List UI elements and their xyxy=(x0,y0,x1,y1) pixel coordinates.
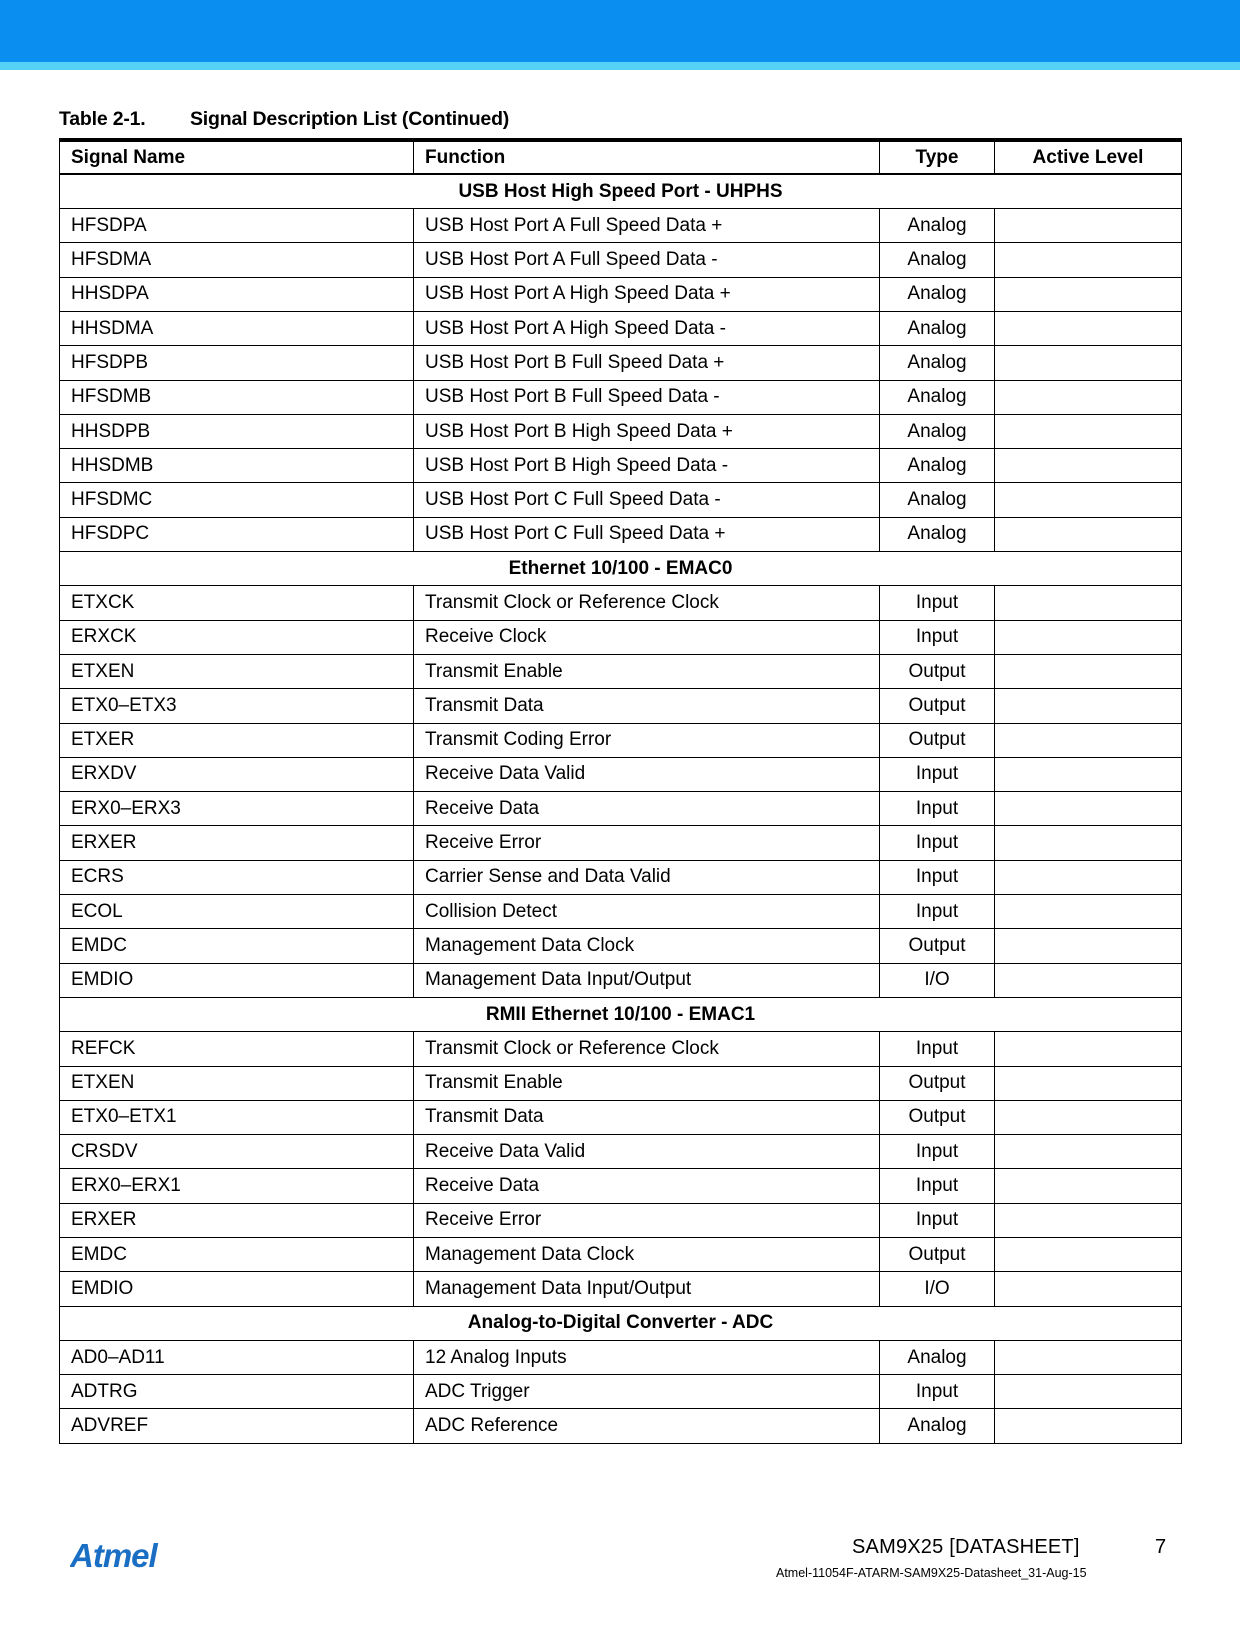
signal-name-cell: ECRS xyxy=(60,860,414,894)
function-cell: Management Data Input/Output xyxy=(414,1272,880,1306)
table-row xyxy=(60,620,1182,654)
function-cell: Transmit Clock or Reference Clock xyxy=(414,1032,880,1066)
table-body xyxy=(60,174,1182,1443)
table-row xyxy=(60,826,1182,860)
table-row xyxy=(60,311,1182,345)
atmel-logo xyxy=(70,1540,180,1579)
type-cell: Analog xyxy=(880,1340,995,1374)
signal-name-cell: EMDIO xyxy=(60,963,414,997)
active-level-cell xyxy=(995,654,1182,688)
type-cell: Analog xyxy=(880,311,995,345)
table-row xyxy=(60,654,1182,688)
table-row xyxy=(60,792,1182,826)
function-cell: USB Host Port A Full Speed Data - xyxy=(414,243,880,277)
type-cell: Input xyxy=(880,1135,995,1169)
active-level-cell xyxy=(995,1100,1182,1134)
table-row xyxy=(60,963,1182,997)
type-cell: Output xyxy=(880,1100,995,1134)
signal-name-cell: HFSDPC xyxy=(60,517,414,551)
signal-name-cell: ERXER xyxy=(60,1203,414,1237)
svg-text:Atmel: Atmel xyxy=(70,1540,157,1574)
column-header-type: Type xyxy=(880,140,995,174)
function-cell: USB Host Port A Full Speed Data + xyxy=(414,209,880,243)
active-level-cell xyxy=(995,1238,1182,1272)
active-level-cell xyxy=(995,1066,1182,1100)
function-cell: USB Host Port B Full Speed Data - xyxy=(414,380,880,414)
footer-page-number: 7 xyxy=(1155,1536,1167,1558)
function-cell: Receive Data Valid xyxy=(414,1135,880,1169)
signal-name-cell: ERXCK xyxy=(60,620,414,654)
table-row xyxy=(60,1066,1182,1100)
table-row xyxy=(60,517,1182,551)
signal-name-cell: ADVREF xyxy=(60,1409,414,1443)
active-level-cell xyxy=(995,243,1182,277)
group-title: Ethernet 10/100 - EMAC0 xyxy=(60,552,1182,586)
signal-name-cell: ERXDV xyxy=(60,757,414,791)
header-band xyxy=(0,0,1240,62)
type-cell: Input xyxy=(880,792,995,826)
signal-name-cell: EMDC xyxy=(60,1238,414,1272)
group-header-row xyxy=(60,1306,1182,1340)
type-cell: I/O xyxy=(880,1272,995,1306)
function-cell: Receive Data xyxy=(414,1169,880,1203)
active-level-cell xyxy=(995,1375,1182,1409)
header-stripe xyxy=(0,62,1240,70)
signal-name-cell: ETXEN xyxy=(60,1066,414,1100)
function-cell: USB Host Port B Full Speed Data + xyxy=(414,346,880,380)
signal-name-cell: HFSDPB xyxy=(60,346,414,380)
active-level-cell xyxy=(995,1203,1182,1237)
signal-name-cell: ETXER xyxy=(60,723,414,757)
type-cell: Output xyxy=(880,654,995,688)
type-cell: I/O xyxy=(880,963,995,997)
type-cell: Output xyxy=(880,1238,995,1272)
signal-name-cell: EMDC xyxy=(60,929,414,963)
function-cell: USB Host Port B High Speed Data + xyxy=(414,414,880,448)
type-cell: Input xyxy=(880,1032,995,1066)
function-cell: ADC Trigger xyxy=(414,1375,880,1409)
active-level-cell xyxy=(995,620,1182,654)
table-row xyxy=(60,929,1182,963)
function-cell: Transmit Data xyxy=(414,689,880,723)
signal-description-table xyxy=(59,138,1182,1444)
table-row xyxy=(60,209,1182,243)
function-cell: Transmit Data xyxy=(414,1100,880,1134)
type-cell: Input xyxy=(880,860,995,894)
active-level-cell xyxy=(995,826,1182,860)
active-level-cell xyxy=(995,895,1182,929)
function-cell: 12 Analog Inputs xyxy=(414,1340,880,1374)
table-row xyxy=(60,1203,1182,1237)
function-cell: Receive Clock xyxy=(414,620,880,654)
active-level-cell xyxy=(995,483,1182,517)
signal-name-cell: HFSDMB xyxy=(60,380,414,414)
table-row xyxy=(60,1100,1182,1134)
type-cell: Input xyxy=(880,1203,995,1237)
signal-name-cell: HFSDMA xyxy=(60,243,414,277)
active-level-cell xyxy=(995,414,1182,448)
group-header-row xyxy=(60,174,1182,208)
signal-name-cell: ERX0–ERX1 xyxy=(60,1169,414,1203)
column-header-signal-name: Signal Name xyxy=(60,140,414,174)
active-level-cell xyxy=(995,586,1182,620)
type-cell: Input xyxy=(880,1375,995,1409)
signal-name-cell: HFSDMC xyxy=(60,483,414,517)
signal-name-cell: EMDIO xyxy=(60,1272,414,1306)
table-row xyxy=(60,689,1182,723)
table-row xyxy=(60,586,1182,620)
function-cell: Transmit Enable xyxy=(414,654,880,688)
type-cell: Input xyxy=(880,620,995,654)
signal-name-cell: CRSDV xyxy=(60,1135,414,1169)
function-cell: Transmit Clock or Reference Clock xyxy=(414,586,880,620)
function-cell: Management Data Input/Output xyxy=(414,963,880,997)
function-cell: USB Host Port A High Speed Data - xyxy=(414,311,880,345)
footer-doc-title: SAM9X25 [DATASHEET] xyxy=(852,1536,1080,1558)
active-level-cell xyxy=(995,449,1182,483)
active-level-cell xyxy=(995,723,1182,757)
active-level-cell xyxy=(995,209,1182,243)
function-cell: USB Host Port B High Speed Data - xyxy=(414,449,880,483)
type-cell: Analog xyxy=(880,449,995,483)
signal-name-cell: ETX0–ETX1 xyxy=(60,1100,414,1134)
signal-name-cell: HHSDMA xyxy=(60,311,414,345)
type-cell: Analog xyxy=(880,414,995,448)
type-cell: Output xyxy=(880,1066,995,1100)
group-title: RMII Ethernet 10/100 - EMAC1 xyxy=(60,997,1182,1031)
table-row xyxy=(60,1409,1182,1443)
signal-name-cell: ERXER xyxy=(60,826,414,860)
active-level-cell xyxy=(995,1340,1182,1374)
active-level-cell xyxy=(995,1169,1182,1203)
type-cell: Analog xyxy=(880,243,995,277)
signal-name-cell: ETXEN xyxy=(60,654,414,688)
type-cell: Input xyxy=(880,1169,995,1203)
type-cell: Output xyxy=(880,689,995,723)
signal-name-cell: ADTRG xyxy=(60,1375,414,1409)
active-level-cell xyxy=(995,311,1182,345)
type-cell: Analog xyxy=(880,209,995,243)
table-row xyxy=(60,860,1182,894)
function-cell: Receive Error xyxy=(414,826,880,860)
footer-doc-id: Atmel-11054F-ATARM-SAM9X25-Datasheet_31-Aug-15 xyxy=(776,1566,1087,1580)
signal-name-cell: HFSDPA xyxy=(60,209,414,243)
active-level-cell xyxy=(995,346,1182,380)
signal-name-cell: REFCK xyxy=(60,1032,414,1066)
type-cell: Analog xyxy=(880,380,995,414)
table-caption xyxy=(59,108,509,131)
type-cell: Input xyxy=(880,586,995,620)
table-row xyxy=(60,243,1182,277)
table-row xyxy=(60,1032,1182,1066)
type-cell: Analog xyxy=(880,346,995,380)
signal-name-cell: ETX0–ETX3 xyxy=(60,689,414,723)
active-level-cell xyxy=(995,792,1182,826)
function-cell: Management Data Clock xyxy=(414,1238,880,1272)
function-cell: Transmit Coding Error xyxy=(414,723,880,757)
active-level-cell xyxy=(995,963,1182,997)
group-title: USB Host High Speed Port - UHPHS xyxy=(60,174,1182,208)
signal-name-cell: HHSDPB xyxy=(60,414,414,448)
table-header-row xyxy=(60,140,1182,174)
active-level-cell xyxy=(995,929,1182,963)
function-cell: Receive Error xyxy=(414,1203,880,1237)
active-level-cell xyxy=(995,1272,1182,1306)
type-cell: Input xyxy=(880,757,995,791)
table-row xyxy=(60,1272,1182,1306)
table-title: Signal Description List (Continued) xyxy=(190,108,510,130)
table-row xyxy=(60,1238,1182,1272)
active-level-cell xyxy=(995,380,1182,414)
active-level-cell xyxy=(995,1409,1182,1443)
group-title: Analog-to-Digital Converter - ADC xyxy=(60,1306,1182,1340)
table-row xyxy=(60,277,1182,311)
table-row xyxy=(60,895,1182,929)
table-row xyxy=(60,346,1182,380)
active-level-cell xyxy=(995,689,1182,723)
active-level-cell xyxy=(995,277,1182,311)
group-header-row xyxy=(60,997,1182,1031)
type-cell: Analog xyxy=(880,517,995,551)
type-cell: Analog xyxy=(880,277,995,311)
function-cell: Receive Data Valid xyxy=(414,757,880,791)
active-level-cell xyxy=(995,860,1182,894)
table-row xyxy=(60,1135,1182,1169)
table-row xyxy=(60,449,1182,483)
table-number: Table 2-1. xyxy=(59,108,146,130)
group-header-row xyxy=(60,552,1182,586)
signal-name-cell: ECOL xyxy=(60,895,414,929)
signal-name-cell: HHSDMB xyxy=(60,449,414,483)
table-row xyxy=(60,1375,1182,1409)
table-row xyxy=(60,723,1182,757)
function-cell: Collision Detect xyxy=(414,895,880,929)
signal-name-cell: HHSDPA xyxy=(60,277,414,311)
type-cell: Output xyxy=(880,723,995,757)
function-cell: ADC Reference xyxy=(414,1409,880,1443)
function-cell: Management Data Clock xyxy=(414,929,880,963)
signal-name-cell: AD0–AD11 xyxy=(60,1340,414,1374)
active-level-cell xyxy=(995,1135,1182,1169)
function-cell: USB Host Port A High Speed Data + xyxy=(414,277,880,311)
column-header-function: Function xyxy=(414,140,880,174)
signal-name-cell: ETXCK xyxy=(60,586,414,620)
active-level-cell xyxy=(995,757,1182,791)
table-row xyxy=(60,483,1182,517)
table-row xyxy=(60,1169,1182,1203)
type-cell: Output xyxy=(880,929,995,963)
function-cell: Receive Data xyxy=(414,792,880,826)
type-cell: Input xyxy=(880,895,995,929)
function-cell: Carrier Sense and Data Valid xyxy=(414,860,880,894)
column-header-active-level: Active Level xyxy=(995,140,1182,174)
table-row xyxy=(60,1340,1182,1374)
signal-name-cell: ERX0–ERX3 xyxy=(60,792,414,826)
type-cell: Input xyxy=(880,826,995,860)
atmel-logo-icon xyxy=(70,1540,180,1574)
active-level-cell xyxy=(995,1032,1182,1066)
function-cell: USB Host Port C Full Speed Data - xyxy=(414,483,880,517)
table-row xyxy=(60,757,1182,791)
function-cell: Transmit Enable xyxy=(414,1066,880,1100)
table-row xyxy=(60,414,1182,448)
type-cell: Analog xyxy=(880,483,995,517)
function-cell: USB Host Port C Full Speed Data + xyxy=(414,517,880,551)
active-level-cell xyxy=(995,517,1182,551)
table-row xyxy=(60,380,1182,414)
type-cell: Analog xyxy=(880,1409,995,1443)
